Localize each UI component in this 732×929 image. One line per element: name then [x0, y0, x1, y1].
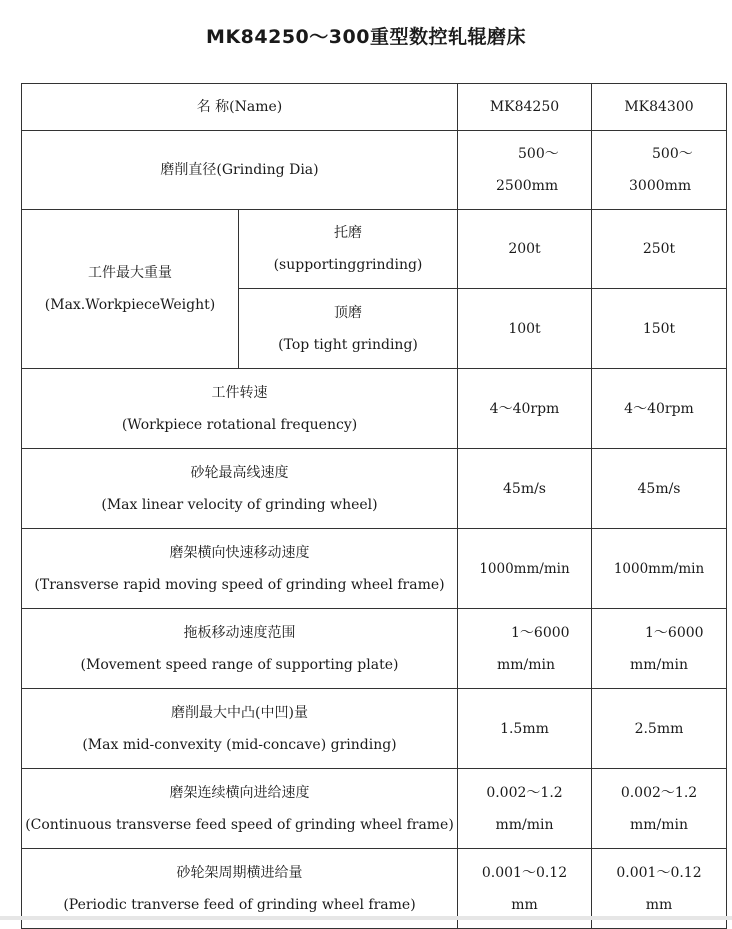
page-title: MK84250～300重型数控轧辊磨床 — [206, 26, 526, 48]
spec-sublabel — [239, 289, 458, 369]
spec-sublabel-en: (Top tight grinding) — [278, 336, 418, 353]
value-line: mm/min — [629, 816, 689, 833]
spec-sublabel-en: (supportinggrinding) — [273, 257, 423, 273]
spec-sublabel-cn: 顶磨 — [334, 304, 362, 321]
value-line: 0.002～1.2 — [486, 784, 563, 801]
table-row — [22, 769, 727, 849]
spec-value — [592, 131, 727, 210]
spec-value: 4～40rpm — [458, 369, 592, 449]
spec-label-cn: 工件最大重量 — [88, 265, 172, 281]
spec-value: 1.5mm — [458, 689, 592, 769]
spec-label-en: (Max.WorkpieceWeight) — [44, 297, 216, 313]
spec-label: 磨削直径(Grinding Dia) — [22, 131, 458, 210]
value-line: mm/min — [630, 656, 689, 673]
spec-label-cn: 拖板移动速度范围 — [183, 624, 296, 641]
table-row — [22, 449, 727, 529]
spec-value — [458, 131, 592, 210]
spec-label — [22, 689, 458, 769]
spec-label — [22, 449, 458, 529]
spec-label — [22, 609, 458, 689]
spec-sublabel-cn: 托磨 — [334, 225, 362, 241]
spec-value — [592, 609, 727, 689]
spec-value: 2.5mm — [592, 689, 727, 769]
value-line: 1～6000 — [511, 624, 570, 641]
value-line: 0.001～0.12 — [481, 864, 568, 881]
table-header-row — [22, 84, 727, 131]
header-name-cell: 名 称(Name) — [22, 84, 458, 131]
spec-label-en: (Workpiece rotational frequency) — [121, 416, 358, 433]
spec-table — [21, 83, 727, 929]
spec-label-en: (Transverse rapid moving speed of grinding wheel frame) — [34, 576, 445, 593]
spec-label-cn: 工件转速 — [211, 384, 268, 401]
spec-label-cn: 磨削最大中凸(中凹)量 — [171, 704, 308, 721]
spec-value: 250t — [592, 210, 727, 289]
spec-label-en: (Periodic tranverse feed of grinding wheel frame) — [63, 896, 416, 913]
table-row — [22, 689, 727, 769]
table-row — [22, 529, 727, 609]
value-line: mm/min — [497, 656, 556, 673]
spec-label-cn: 砂轮最高线速度 — [190, 464, 289, 481]
value-line: mm — [511, 896, 538, 913]
spec-label-en: (Movement speed range of supporting plate) — [80, 656, 399, 673]
spec-label — [22, 529, 458, 609]
table-row — [22, 369, 727, 449]
spec-label-en: (Max linear velocity of grinding wheel) — [101, 496, 378, 513]
spec-label-cn: 磨架连续横向进给速度 — [169, 784, 310, 801]
spec-value: 150t — [592, 289, 727, 369]
spec-value: 200t — [458, 210, 592, 289]
spec-value — [458, 769, 592, 849]
spec-value: 45m/s — [458, 449, 592, 529]
value-line: 500～ — [652, 146, 693, 162]
value-line: 0.002～1.2 — [620, 784, 698, 801]
spec-label-cn: 砂轮架周期横进给量 — [176, 864, 303, 881]
value-line: 3000mm — [629, 178, 692, 194]
value-line: 1～6000 — [645, 624, 704, 641]
table-row — [22, 131, 727, 210]
spec-label — [22, 369, 458, 449]
spec-value: 4～40rpm — [592, 369, 727, 449]
value-line: mm/min — [495, 816, 554, 833]
spec-label — [22, 769, 458, 849]
table-row — [22, 210, 727, 289]
spec-value: 1000mm/min — [458, 529, 592, 609]
value-line: 2500mm — [496, 178, 559, 194]
spec-label-cn: 磨架横向快速移动速度 — [169, 544, 310, 561]
spec-value — [592, 769, 727, 849]
value-line: 500～ — [518, 146, 559, 162]
spec-label-en: (Continuous transverse feed speed of grinding wheel frame) — [25, 816, 454, 833]
spec-value: 45m/s — [592, 449, 727, 529]
value-line: mm — [645, 896, 673, 913]
value-line: 0.001～0.12 — [616, 864, 702, 881]
spec-label-en: (Max mid-convexity (mid-concave) grinding) — [82, 736, 397, 753]
spec-value — [458, 609, 592, 689]
spec-label — [22, 210, 239, 369]
spec-value: 1000mm/min — [592, 529, 727, 609]
spec-sublabel — [239, 210, 458, 289]
header-col2-cell: MK84300 — [592, 84, 727, 131]
table-row — [22, 609, 727, 689]
spec-value: 100t — [458, 289, 592, 369]
header-col1-cell: MK84250 — [458, 84, 592, 131]
horizontal-scrollbar[interactable] — [0, 916, 732, 920]
